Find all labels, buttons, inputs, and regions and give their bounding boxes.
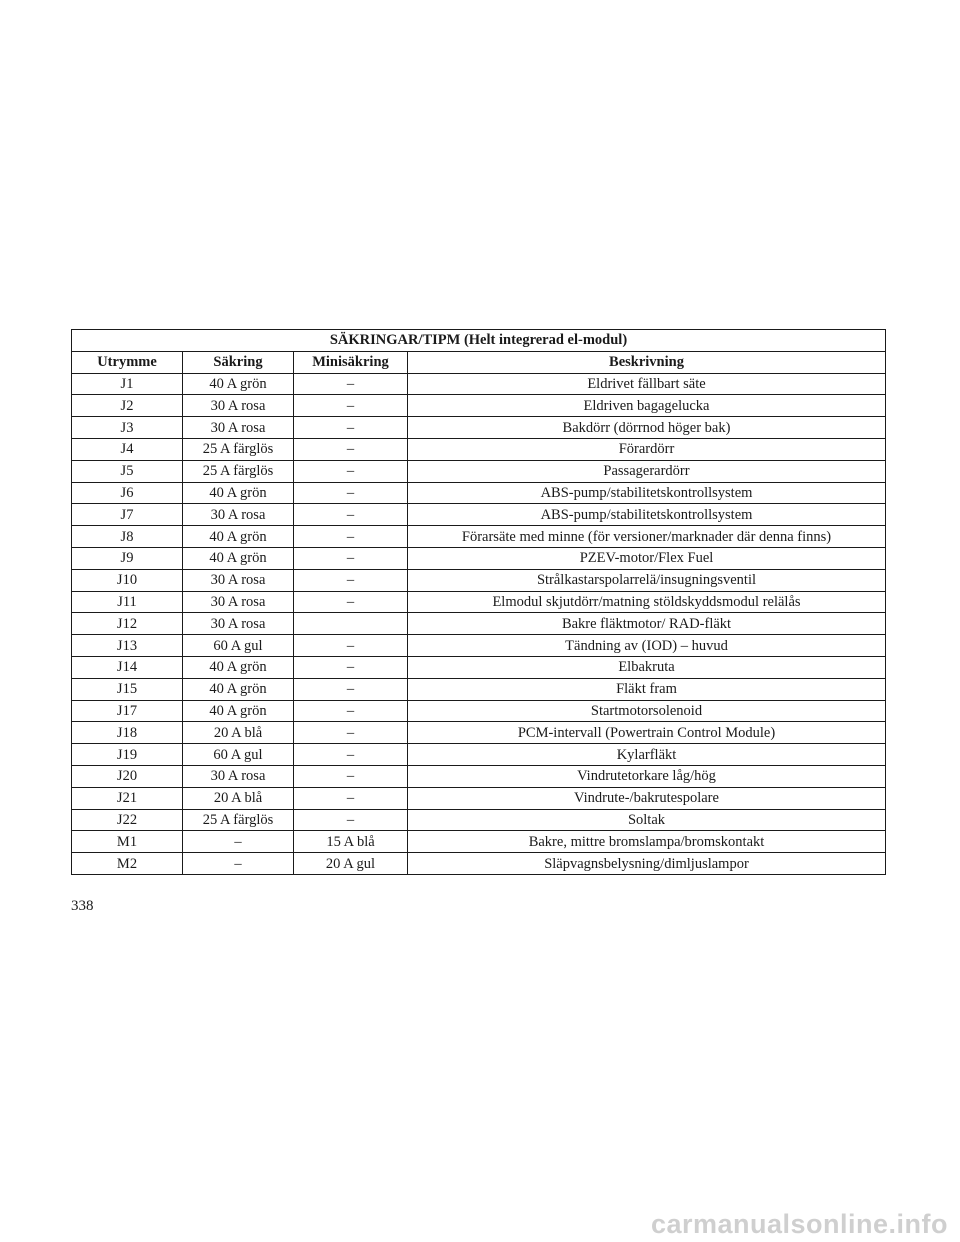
cell-compartment: J17 <box>72 700 183 722</box>
table-row <box>72 438 886 460</box>
cell-compartment: J19 <box>72 744 183 766</box>
cell-mini-fuse: – <box>294 417 408 439</box>
table-row <box>72 613 886 635</box>
cell-mini-fuse: – <box>294 526 408 548</box>
page-number: 338 <box>71 898 94 914</box>
cell-mini-fuse: – <box>294 765 408 787</box>
cell-description: Eldriven bagagelucka <box>408 395 886 417</box>
cell-compartment: J14 <box>72 656 183 678</box>
cell-mini-fuse: – <box>294 438 408 460</box>
cell-mini-fuse: – <box>294 373 408 395</box>
table-row <box>72 504 886 526</box>
cell-compartment: J9 <box>72 547 183 569</box>
cell-description: ABS-pump/stabilitetskontrollsystem <box>408 504 886 526</box>
cell-description: Förarsäte med minne (för versioner/marknader där denna finns) <box>408 526 886 548</box>
table-row <box>72 591 886 613</box>
table-body <box>72 373 886 874</box>
table-row <box>72 809 886 831</box>
cell-mini-fuse: – <box>294 678 408 700</box>
cell-compartment: J4 <box>72 438 183 460</box>
cell-fuse: 25 A färglös <box>183 460 294 482</box>
table-row <box>72 853 886 875</box>
cell-description: ABS-pump/stabilitetskontrollsystem <box>408 482 886 504</box>
cell-mini-fuse: – <box>294 395 408 417</box>
cell-compartment: J8 <box>72 526 183 548</box>
header-description: Beskrivning <box>408 351 886 373</box>
cell-compartment: J20 <box>72 765 183 787</box>
cell-mini-fuse <box>294 613 408 635</box>
fuse-table <box>71 329 886 875</box>
watermark-logo: carmanualsonline.info <box>650 1209 948 1239</box>
cell-mini-fuse: – <box>294 722 408 744</box>
header-mini-fuse: Minisäkring <box>294 351 408 373</box>
table-row <box>72 547 886 569</box>
cell-fuse: 30 A rosa <box>183 613 294 635</box>
cell-fuse: 20 A blå <box>183 787 294 809</box>
cell-description: PCM-intervall (Powertrain Control Module) <box>408 722 886 744</box>
table-header-row <box>72 351 886 373</box>
cell-description: Soltak <box>408 809 886 831</box>
cell-fuse: – <box>183 853 294 875</box>
cell-fuse: 40 A grön <box>183 656 294 678</box>
table-row <box>72 482 886 504</box>
cell-fuse: 40 A grön <box>183 700 294 722</box>
cell-compartment: J13 <box>72 635 183 657</box>
cell-description: Elbakruta <box>408 656 886 678</box>
cell-fuse: 30 A rosa <box>183 395 294 417</box>
cell-compartment: M1 <box>72 831 183 853</box>
cell-compartment: J6 <box>72 482 183 504</box>
cell-mini-fuse: – <box>294 700 408 722</box>
cell-fuse: – <box>183 831 294 853</box>
cell-compartment: M2 <box>72 853 183 875</box>
cell-fuse: 40 A grön <box>183 373 294 395</box>
cell-mini-fuse: – <box>294 547 408 569</box>
cell-fuse: 30 A rosa <box>183 765 294 787</box>
cell-fuse: 40 A grön <box>183 526 294 548</box>
cell-description: Förardörr <box>408 438 886 460</box>
table-row <box>72 526 886 548</box>
cell-mini-fuse: – <box>294 460 408 482</box>
cell-fuse: 25 A färglös <box>183 438 294 460</box>
cell-mini-fuse: – <box>294 504 408 526</box>
cell-fuse: 30 A rosa <box>183 569 294 591</box>
table-row <box>72 722 886 744</box>
cell-compartment: J2 <box>72 395 183 417</box>
cell-compartment: J18 <box>72 722 183 744</box>
cell-description: Startmotorsolenoid <box>408 700 886 722</box>
cell-mini-fuse: – <box>294 482 408 504</box>
cell-compartment: J11 <box>72 591 183 613</box>
table-row <box>72 460 886 482</box>
table-row <box>72 635 886 657</box>
cell-description: Elmodul skjutdörr/matning stöldskyddsmodul relälås <box>408 591 886 613</box>
header-compartment: Utrymme <box>72 351 183 373</box>
table-row <box>72 569 886 591</box>
cell-mini-fuse: – <box>294 656 408 678</box>
cell-description: PZEV-motor/Flex Fuel <box>408 547 886 569</box>
cell-description: Eldrivet fällbart säte <box>408 373 886 395</box>
cell-mini-fuse: – <box>294 809 408 831</box>
cell-fuse: 60 A gul <box>183 635 294 657</box>
cell-compartment: J7 <box>72 504 183 526</box>
cell-description: Bakre fläktmotor/ RAD-fläkt <box>408 613 886 635</box>
cell-fuse: 30 A rosa <box>183 504 294 526</box>
cell-compartment: J3 <box>72 417 183 439</box>
cell-compartment: J21 <box>72 787 183 809</box>
table-row <box>72 744 886 766</box>
table-row <box>72 373 886 395</box>
cell-fuse: 25 A färglös <box>183 809 294 831</box>
cell-mini-fuse: – <box>294 591 408 613</box>
cell-fuse: 40 A grön <box>183 482 294 504</box>
table-row <box>72 656 886 678</box>
cell-compartment: J5 <box>72 460 183 482</box>
cell-mini-fuse: – <box>294 569 408 591</box>
cell-compartment: J15 <box>72 678 183 700</box>
table-title: SÄKRINGAR/TIPM (Helt integrerad el-modul) <box>72 330 886 352</box>
cell-mini-fuse: 15 A blå <box>294 831 408 853</box>
cell-mini-fuse: – <box>294 635 408 657</box>
table-row <box>72 787 886 809</box>
cell-fuse: 30 A rosa <box>183 417 294 439</box>
table-row <box>72 831 886 853</box>
cell-fuse: 30 A rosa <box>183 591 294 613</box>
cell-compartment: J12 <box>72 613 183 635</box>
table-row <box>72 700 886 722</box>
header-fuse: Säkring <box>183 351 294 373</box>
cell-description: Tändning av (IOD) – huvud <box>408 635 886 657</box>
table-row <box>72 417 886 439</box>
cell-mini-fuse: – <box>294 787 408 809</box>
cell-description: Kylarfläkt <box>408 744 886 766</box>
cell-fuse: 60 A gul <box>183 744 294 766</box>
table-row <box>72 395 886 417</box>
cell-description: Vindrute-/bakrutespolare <box>408 787 886 809</box>
cell-description: Bakre, mittre bromslampa/bromskontakt <box>408 831 886 853</box>
table-row <box>72 678 886 700</box>
cell-mini-fuse: 20 A gul <box>294 853 408 875</box>
cell-description: Vindrutetorkare låg/hög <box>408 765 886 787</box>
cell-mini-fuse: – <box>294 744 408 766</box>
cell-compartment: J22 <box>72 809 183 831</box>
cell-description: Fläkt fram <box>408 678 886 700</box>
cell-description: Passagerardörr <box>408 460 886 482</box>
cell-description: Strålkastarspolarrelä/insugningsventil <box>408 569 886 591</box>
table-title-row <box>72 330 886 352</box>
cell-compartment: J10 <box>72 569 183 591</box>
cell-fuse: 40 A grön <box>183 678 294 700</box>
cell-fuse: 20 A blå <box>183 722 294 744</box>
cell-compartment: J1 <box>72 373 183 395</box>
cell-description: Bakdörr (dörrnod höger bak) <box>408 417 886 439</box>
table-row <box>72 765 886 787</box>
cell-description: Släpvagnsbelysning/dimljuslampor <box>408 853 886 875</box>
cell-fuse: 40 A grön <box>183 547 294 569</box>
